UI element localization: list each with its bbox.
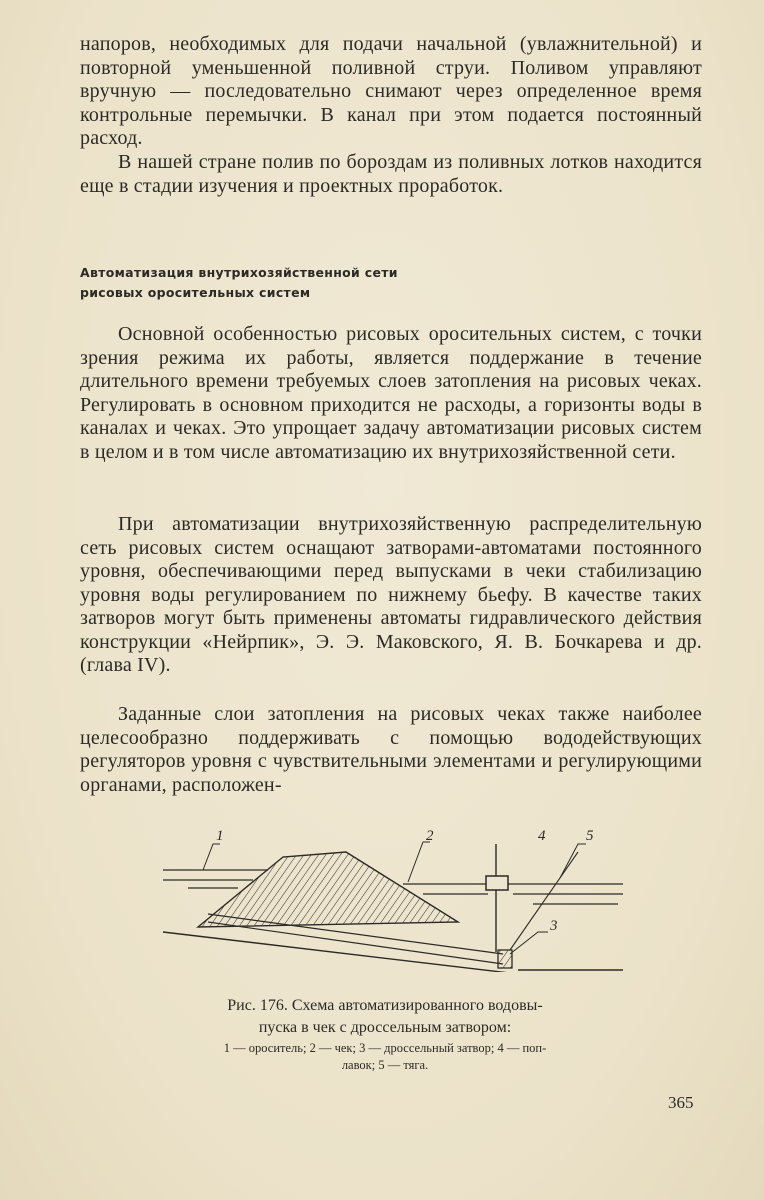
legend-line-2: лавок; 5 — тяга. — [341, 1058, 429, 1072]
figure-label-2: 2 — [426, 828, 434, 844]
float-box — [486, 876, 508, 890]
page-number: 365 — [668, 1093, 694, 1112]
linkage-rod — [510, 852, 578, 950]
figure-176-diagram — [158, 822, 628, 972]
section-heading-line-1: Автоматизация внутрихозяйственной сети — [80, 265, 398, 280]
legend-line-1: 1 — ороситель; 2 — чек; 3 — дроссельный затвор; 4 — поп- — [223, 1041, 547, 1055]
figure-label-3: 3 — [550, 918, 558, 934]
caption-line-1: Рис. 176. Схема автоматизированного водовы- — [227, 997, 543, 1014]
figure-label-5: 5 — [586, 828, 594, 844]
throttle-gate — [498, 950, 512, 968]
section-heading-line-2: рисовых оросительных систем — [80, 285, 311, 300]
paragraph-continued: напоров, необходимых для подачи начальной (увлажнительной) и повторной уменьшенной поливной струи. Поливом управляют вручную — последовательно снимают через определенное время контрольные перемычки. В канал при этом подается постоянный расход. — [80, 33, 702, 149]
paragraph: Заданные слои затопления на рисовых чеках также наиболее целесообразно поддерживать с помощью вододействующих регуляторов уровня с чувствительными элементами и регулирующими органами, расположен- — [80, 703, 702, 796]
figure-label-4: 4 — [538, 828, 546, 844]
section-heading — [80, 263, 480, 303]
levee-embankment — [198, 852, 458, 927]
check-water-lines — [403, 884, 623, 904]
figure-label-1: 1 — [216, 828, 224, 844]
caption-line-2: пуска в чек с дроссельным затвором: — [258, 1019, 512, 1036]
figure-legend — [150, 1040, 620, 1074]
paragraph: При автоматизации внутрихозяйственную распределительную сеть рисовых систем оснащают затворами-автоматами постоянного уровня, обеспечивающими перед выпусками в чеки стабилизацию уровня воды регулированием по нижнему бьефу. В качестве таких затворов могут быть применены автоматы гидравлического действия конструкции «Нейрпик», Э. Э. Маковского, Я. В. Бочкарева и др. (глава IV). — [80, 513, 702, 676]
figure-caption — [150, 995, 620, 1039]
paragraph: Основной особенностью рисовых оросительных систем, с точки зрения режима их работы, является поддержание в течение длительного времени требуемых слоев затопления на рисовых чеках. Регулировать в основном приходится не расходы, а горизонты воды в каналах и чеках. Это упрощает задачу автоматизации рисовых систем в целом и в том числе автоматизацию их внутрихозяйственной сети. — [80, 323, 702, 463]
paragraph: В нашей стране полив по бороздам из поливных лотков находится еще в стадии изучения и проектных проработок. — [80, 151, 702, 197]
ground-line — [163, 932, 623, 972]
